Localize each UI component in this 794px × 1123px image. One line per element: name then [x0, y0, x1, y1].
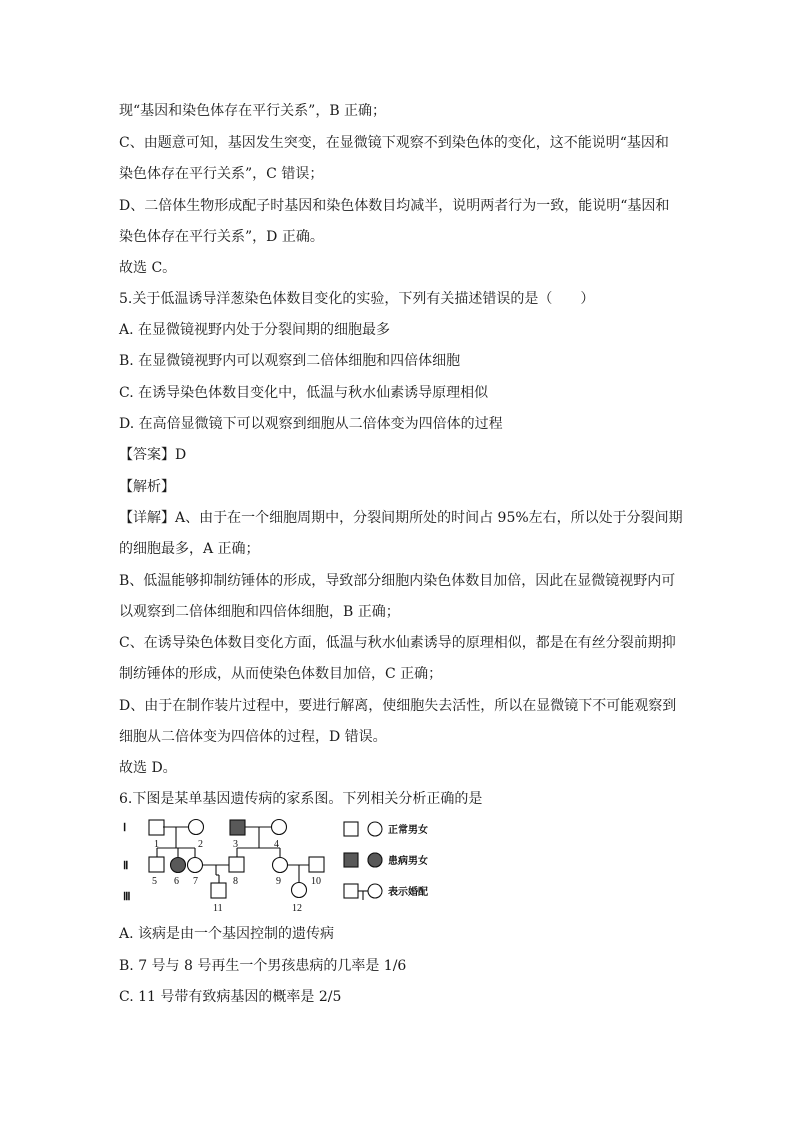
option-d: D. 在高倍显微镜下可以观察到细胞从二倍体变为四倍体的过程 — [119, 416, 503, 432]
option-a: A. 在显微镜视野内处于分裂间期的细胞最多 — [119, 322, 391, 338]
individual-number: 4 — [274, 839, 279, 850]
text-line: D、由于在制作装片过程中，要进行解离，使细胞失去活性，所以在显微镜下不可能观察到 — [119, 698, 677, 714]
text-line: 故选 C。 — [119, 260, 177, 276]
individual-number: 10 — [311, 876, 321, 887]
individual-number: 12 — [292, 903, 302, 914]
analysis-heading: 【解析】 — [119, 479, 175, 495]
generation-label: Ⅱ — [123, 860, 129, 872]
individual-number: 8 — [233, 876, 238, 887]
individual-number: 5 — [152, 876, 157, 887]
individual-number: 2 — [198, 839, 203, 850]
individual-number: 6 — [174, 876, 179, 887]
legend-normal: 正常男女 — [388, 825, 428, 836]
text-line: C、由题意可知，基因发生突变，在显微镜下观察不到染色体的变化，这不能说明“基因和 — [119, 135, 669, 151]
individual-number: 3 — [233, 839, 238, 850]
question-6-stem: 6.下图是某单基因遗传病的家系图。下列相关分析正确的是 — [119, 791, 483, 807]
option-a: A. 该病是由一个基因控制的遗传病 — [119, 926, 335, 942]
answer-line: 【答案】D — [119, 447, 187, 463]
text-line: 故选 D。 — [119, 760, 177, 776]
text-line: 染色体存在平行关系”，C 错误； — [119, 166, 324, 182]
pedigree-chart — [119, 810, 449, 920]
text-line: C、在诱导染色体数目变化方面，低温与秋水仙素诱导的原理相似，都是在有丝分裂前期抑 — [119, 635, 676, 651]
text-line: 染色体存在平行关系”，D 正确。 — [119, 229, 324, 245]
text-line: 现“基因和染色体存在平行关系”，B 正确； — [119, 103, 387, 119]
generation-label: Ⅰ — [123, 822, 127, 834]
individual-number: 7 — [193, 876, 198, 887]
text-line: 【详解】A、由于在一个细胞周期中，分裂间期所处的时间占 95%左右，所以处于分裂间期 — [119, 510, 683, 526]
generation-label: Ⅲ — [123, 891, 131, 903]
option-b: B. 7 号与 8 号再生一个男孩患病的几率是 1/6 — [119, 958, 407, 974]
text-line: 细胞从二倍体变为四倍体的过程，D 错误。 — [119, 729, 387, 745]
legend-marriage: 表示婚配 — [388, 887, 428, 898]
text-line: 制纺锤体的形成，从而使染色体数目加倍，C 正确； — [119, 666, 443, 682]
option-c: C. 11 号带有致病基因的概率是 2/5 — [119, 989, 342, 1005]
individual-number: 1 — [154, 839, 159, 850]
text-line: B、低温能够抑制纺锤体的形成，导致部分细胞内染色体数目加倍，因此在显微镜视野内可 — [119, 573, 676, 589]
individual-number: 11 — [213, 903, 223, 914]
option-b: B. 在显微镜视野内可以观察到二倍体细胞和四倍体细胞 — [119, 353, 461, 369]
text-line: 以观察到二倍体细胞和四倍体细胞，B 正确； — [119, 604, 400, 620]
individual-number: 9 — [276, 876, 281, 887]
option-c: C. 在诱导染色体数目变化中，低温与秋水仙素诱导原理相似 — [119, 385, 489, 401]
text-line: D、二倍体生物形成配子时基因和染色体数目均减半，说明两者行为一致，能说明“基因和 — [119, 198, 670, 214]
question-5-stem: 5.关于低温诱导洋葱染色体数目变化的实验，下列有关描述错误的是（ ） — [119, 291, 595, 307]
text-line: 的细胞最多，A 正确； — [119, 541, 260, 557]
legend-affected: 患病男女 — [388, 856, 428, 867]
